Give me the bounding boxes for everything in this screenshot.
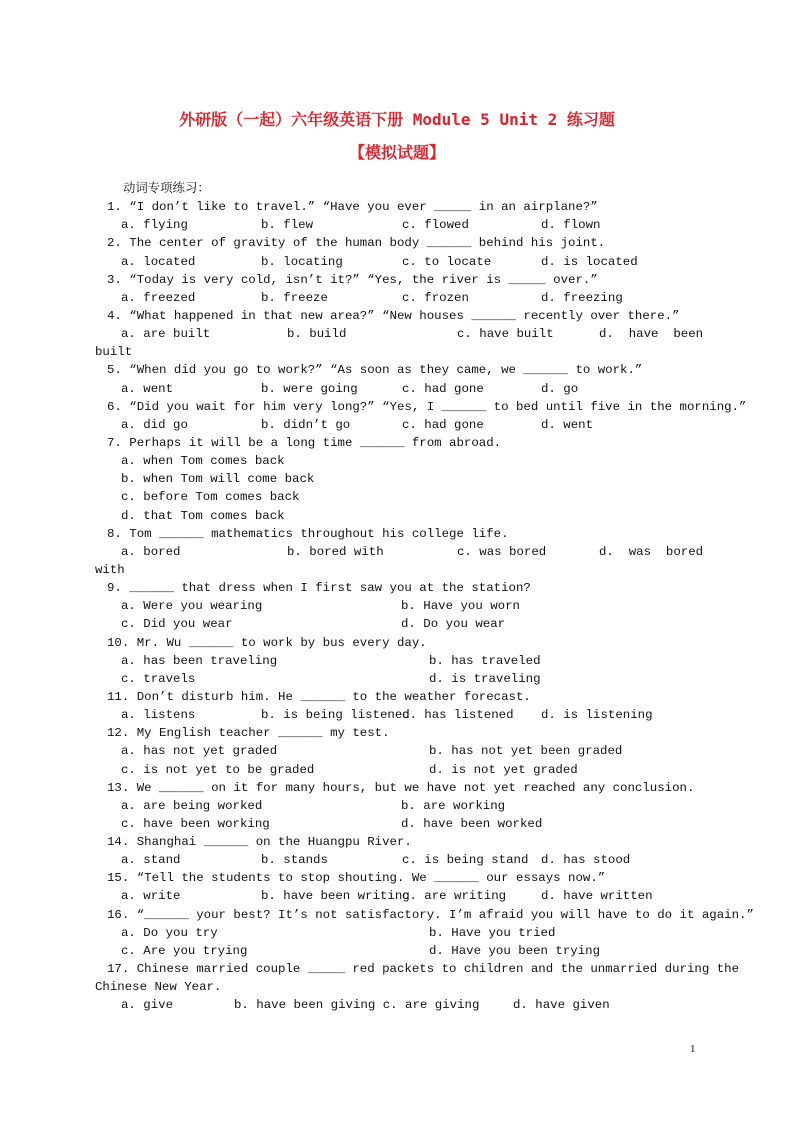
option-row	[95, 761, 703, 779]
answer-option[interactable]: c. before Tom comes back	[121, 490, 300, 505]
question-stem: 10. Mr. Wu ______ to work by bus every day.	[107, 635, 427, 650]
question-stem: 6. “Did you wait for him very long?” “Yes, I ______ to bed until five in the morning.”	[107, 399, 747, 414]
answer-option[interactable]: d. was bored	[599, 544, 704, 559]
option-row	[95, 325, 703, 343]
answer-option[interactable]: d. freezing	[541, 290, 623, 305]
answer-option[interactable]: d. flown	[541, 218, 601, 233]
question-stem: 11. Don’t disturb him. He ______ to the weather forecast.	[107, 689, 531, 704]
answer-option[interactable]: d. has stood	[541, 853, 631, 868]
option-row	[95, 253, 703, 271]
answer-option[interactable]: b. bored with	[287, 544, 384, 559]
option-row	[95, 706, 703, 724]
section-label: 动词专项练习：	[123, 182, 210, 196]
answer-option[interactable]: c. are writing	[402, 889, 507, 904]
answer-option[interactable]: c. have been working	[121, 816, 270, 831]
answer-option[interactable]: b. has not yet been graded	[429, 744, 623, 759]
answer-option[interactable]: c. flowed	[402, 218, 469, 233]
option-row	[95, 851, 703, 869]
question-stem: 15. “Tell the students to stop shouting. We ______ our essays now.”	[107, 871, 606, 886]
answer-option[interactable]: b. build	[287, 327, 347, 342]
option-row	[95, 543, 703, 561]
answer-option[interactable]: c. was bored	[457, 544, 547, 559]
option-row	[95, 742, 703, 760]
question-stem: 13. We ______ on it for many hours, but we have not yet reached any conclusion.	[107, 780, 695, 795]
answer-option[interactable]: b. have been writing	[261, 889, 410, 904]
answer-option[interactable]: d. is not yet graded	[429, 762, 578, 777]
option-row	[95, 380, 703, 398]
answer-option[interactable]: a. Do you try	[121, 925, 218, 940]
answer-option[interactable]: d. have given	[513, 998, 610, 1013]
answer-option[interactable]: d. have been	[599, 327, 704, 342]
option-continued: built	[95, 345, 133, 360]
answer-option[interactable]: d. is traveling	[429, 671, 541, 686]
page-number: 1	[690, 1043, 696, 1055]
answer-option[interactable]: d. is listening	[541, 708, 653, 723]
question-stem: 7. Perhaps it will be a long time ______ from abroad.	[107, 435, 502, 450]
option-row	[95, 797, 703, 815]
answer-option[interactable]: b. when Tom will come back	[121, 472, 315, 487]
answer-option[interactable]: b. has traveled	[429, 653, 541, 668]
answer-option[interactable]: c. is not yet to be graded	[121, 762, 315, 777]
question-list	[95, 198, 754, 1014]
answer-option[interactable]: a. flying	[121, 218, 188, 233]
answer-option[interactable]: a. listens	[121, 708, 196, 723]
option-row	[95, 815, 703, 833]
answer-option[interactable]: a. has been traveling	[121, 653, 278, 668]
answer-option[interactable]: b. stands	[261, 853, 328, 868]
question-stem: 2. The center of gravity of the human body ______ behind his joint.	[107, 236, 606, 251]
answer-option[interactable]: a. when Tom comes back	[121, 454, 285, 469]
answer-option[interactable]: c. Are you trying	[121, 943, 248, 958]
answer-option[interactable]: d. have written	[541, 889, 653, 904]
answer-option[interactable]: c. frozen	[402, 290, 469, 305]
page-title: 外研版（一起）六年级英语下册 Module 5 Unit 2 练习题	[179, 110, 615, 129]
answer-option[interactable]: b. Have you worn	[401, 599, 520, 614]
answer-option[interactable]: b. were going	[261, 381, 358, 396]
answer-option[interactable]: c. had gone	[402, 381, 484, 396]
answer-option[interactable]: a. write	[121, 889, 181, 904]
question-stem: 17. Chinese married couple _____ red packets to children and the unmarried during the	[107, 962, 740, 977]
question-stem: 14. Shanghai ______ on the Huangpu River.	[107, 835, 412, 850]
question-stem: 8. Tom ______ mathematics throughout his college life.	[107, 526, 509, 541]
answer-option[interactable]: d. have been worked	[401, 816, 543, 831]
answer-option[interactable]: a. did go	[121, 417, 188, 432]
question-stem: 4. “What happened in that new area?” “New houses ______ recently over there.”	[107, 308, 680, 323]
exercise-content	[95, 180, 754, 1014]
question-stem: 9. ______ that dress when I first saw you at the station?	[107, 581, 531, 596]
option-row	[95, 924, 703, 942]
answer-option[interactable]: c. had gone	[402, 417, 484, 432]
answer-option[interactable]: c. travels	[121, 671, 196, 686]
answer-option[interactable]: d. Do you wear	[401, 617, 506, 632]
option-row	[95, 216, 703, 234]
answer-option[interactable]: c. to locate	[402, 254, 492, 269]
question-stem: 5. “When did you go to work?” “As soon as they came, we ______ to work.”	[107, 363, 643, 378]
answer-option[interactable]: a. give	[121, 998, 174, 1013]
answer-option[interactable]: c. has listened	[402, 708, 514, 723]
answer-option[interactable]: b. Have you tried	[429, 925, 556, 940]
option-row	[95, 652, 703, 670]
option-row	[95, 670, 703, 688]
answer-option[interactable]: d. is located	[541, 254, 638, 269]
answer-option[interactable]: a. are being worked	[121, 798, 263, 813]
question-stem: 1. “I don’t like to travel.” “Have you ever _____ in an airplane?”	[107, 200, 598, 215]
answer-option[interactable]: a. has not yet graded	[121, 744, 278, 759]
option-row	[95, 597, 703, 615]
option-row	[95, 615, 703, 633]
question-stem: 12. My English teacher ______ my test.	[107, 726, 390, 741]
answer-option[interactable]: b. locating	[261, 254, 343, 269]
answer-option[interactable]: d. Have you been trying	[429, 943, 601, 958]
option-row	[95, 996, 703, 1014]
answer-option[interactable]: b. flew	[261, 218, 314, 233]
answer-option[interactable]: b. freeze	[261, 290, 328, 305]
answer-option[interactable]: c. Did you wear	[121, 617, 233, 632]
answer-option[interactable]: b. have been giving c. are giving	[234, 998, 480, 1013]
answer-option[interactable]: c. have built	[457, 327, 554, 342]
answer-option[interactable]: a. stand	[121, 853, 181, 868]
answer-option[interactable]: a. freezed	[121, 290, 196, 305]
option-row	[95, 887, 703, 905]
answer-option[interactable]: c. is being stand	[402, 853, 529, 868]
option-row	[95, 942, 703, 960]
answer-option[interactable]: a. located	[121, 254, 196, 269]
option-row	[95, 416, 703, 434]
answer-option[interactable]: d. that Tom comes back	[121, 508, 285, 523]
option-row	[95, 289, 703, 307]
page-subtitle: 【模拟试题】	[348, 143, 445, 162]
question-stem: 16. “______ your best? It’s not satisfactory. I’m afraid you will have to do it again.”	[107, 907, 754, 922]
answer-option[interactable]: a. Were you wearing	[121, 599, 263, 614]
question-stem: 3. “Today is very cold, isn’t it?” “Yes, the river is _____ over.”	[107, 272, 598, 287]
answer-option[interactable]: b. is being listened	[261, 708, 410, 723]
question-stem-continued: Chinese New Year.	[95, 980, 222, 995]
answer-option[interactable]: d. go	[541, 381, 579, 396]
answer-option[interactable]: a. went	[121, 381, 174, 396]
answer-option[interactable]: d. went	[541, 417, 594, 432]
answer-option[interactable]: a. bored	[121, 544, 181, 559]
answer-option[interactable]: b. didn’t go	[261, 417, 351, 432]
option-continued: with	[95, 562, 125, 577]
answer-option[interactable]: b. are working	[401, 798, 506, 813]
answer-option[interactable]: a. are built	[121, 327, 211, 342]
